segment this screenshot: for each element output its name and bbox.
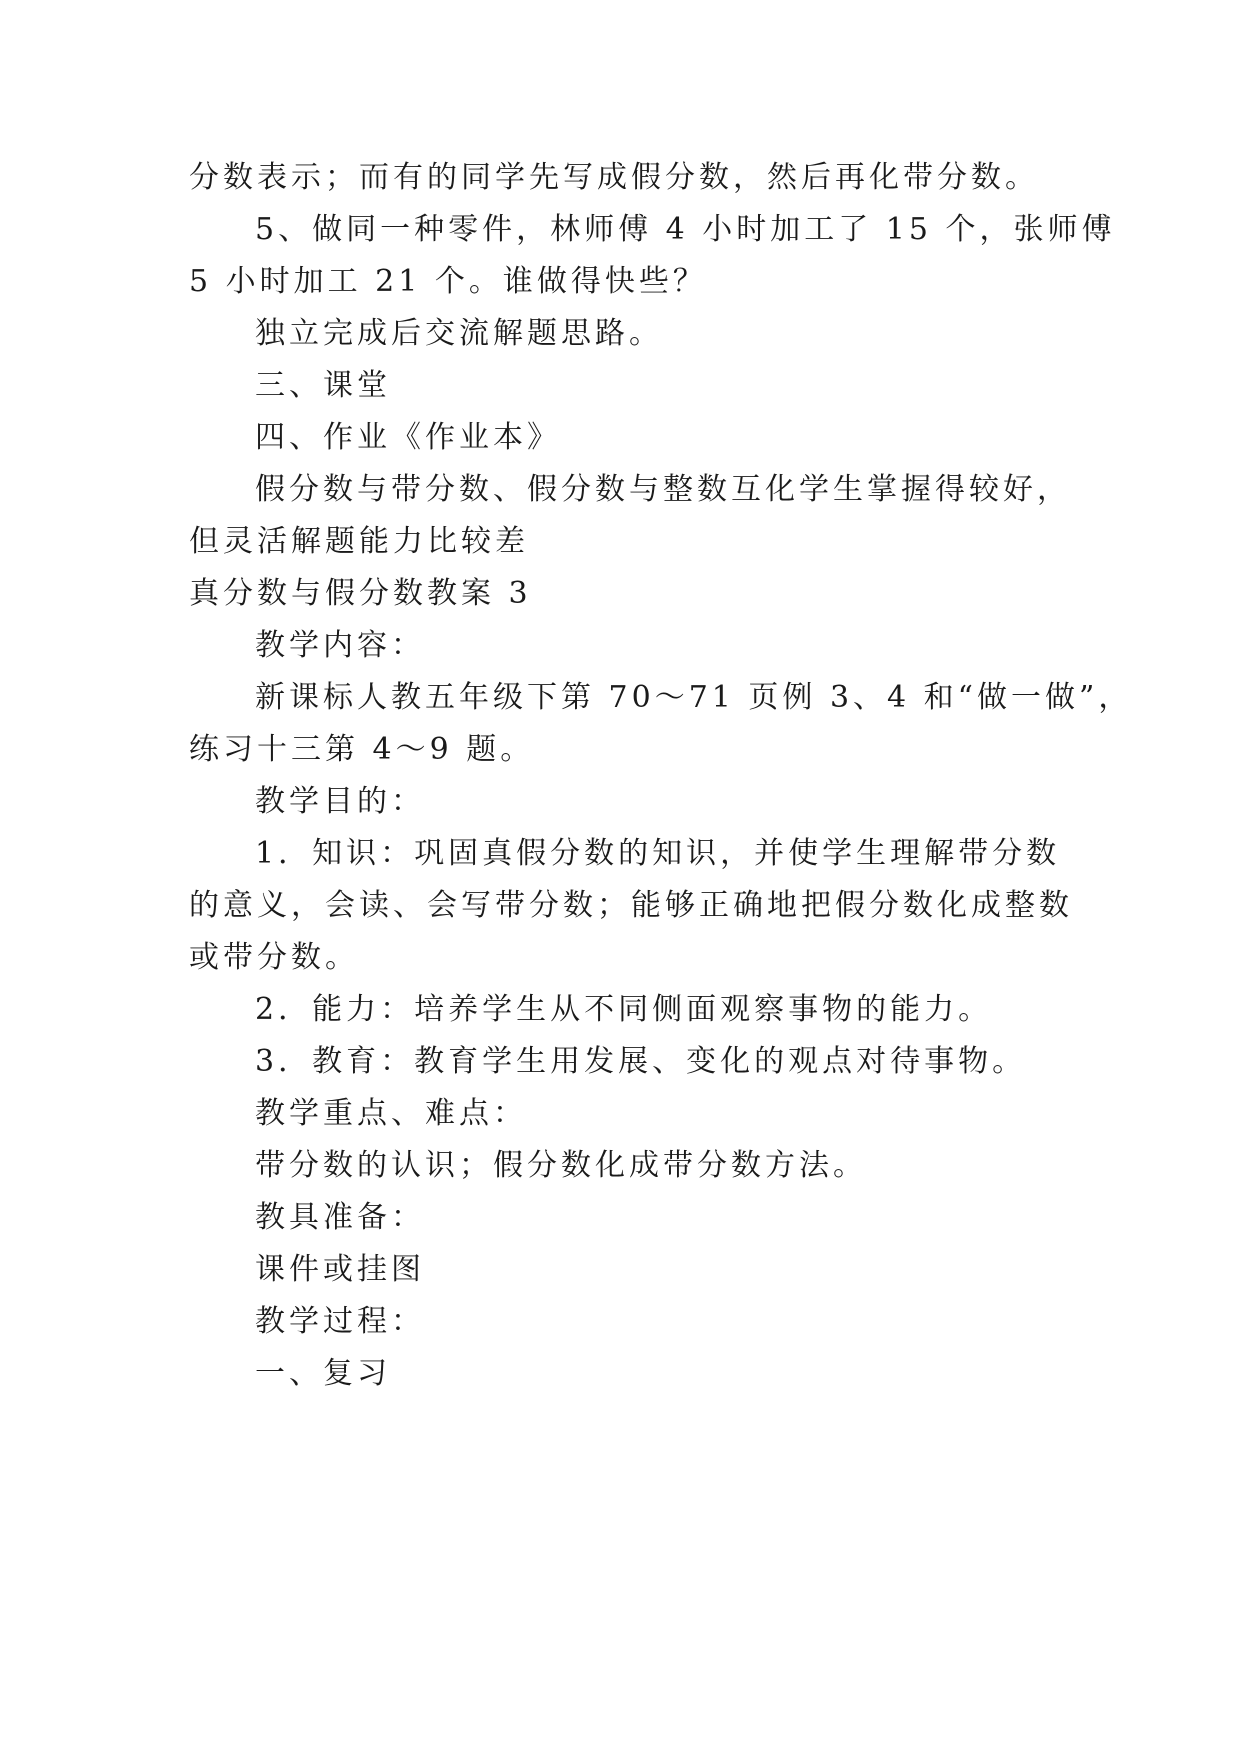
text-line: 或带分数。 xyxy=(189,940,359,975)
text-line: 5 小时加工 21 个。谁做得快些？ xyxy=(189,264,707,299)
text-line: 2．能力：培养学生从不同侧面观察事物的能力。 xyxy=(255,992,993,1027)
text-line: 练习十三第 4～9 题。 xyxy=(189,732,535,767)
text-line: 四、作业《作业本》 xyxy=(255,420,561,455)
text-line: 教学目的： xyxy=(255,784,425,819)
text-line: 假分数与带分数、假分数与整数互化学生掌握得较好， xyxy=(255,472,1071,507)
text-line: 独立完成后交流解题思路。 xyxy=(255,316,663,351)
text-line: 教学重点、难点： xyxy=(255,1096,527,1131)
text-line: 教学过程： xyxy=(255,1304,425,1339)
text-line: 3．教育：教育学生用发展、变化的观点对待事物。 xyxy=(255,1044,1027,1079)
text-line: 的意义，会读、会写带分数；能够正确地把假分数化成整数 xyxy=(189,888,1073,923)
text-line: 三、课堂 xyxy=(255,368,391,403)
text-line: 一、复习 xyxy=(255,1356,391,1391)
text-line: 教具准备： xyxy=(255,1200,425,1235)
text-line: 1．知识：巩固真假分数的知识，并使学生理解带分数 xyxy=(255,836,1061,871)
text-line: 课件或挂图 xyxy=(255,1252,425,1287)
text-line: 但灵活解题能力比较差 xyxy=(189,524,529,559)
section-heading: 真分数与假分数教案 3 xyxy=(189,576,532,611)
text-line: 5、做同一种零件，林师傅 4 小时加工了 15 个，张师傅 xyxy=(255,212,1116,247)
text-line: 教学内容： xyxy=(255,628,425,663)
text-line: 新课标人教五年级下第 70～71 页例 3、4 和“做一做”， xyxy=(255,680,1133,715)
text-line: 带分数的认识；假分数化成带分数方法。 xyxy=(255,1148,867,1183)
text-line: 分数表示；而有的同学先写成假分数，然后再化带分数。 xyxy=(189,160,1039,195)
